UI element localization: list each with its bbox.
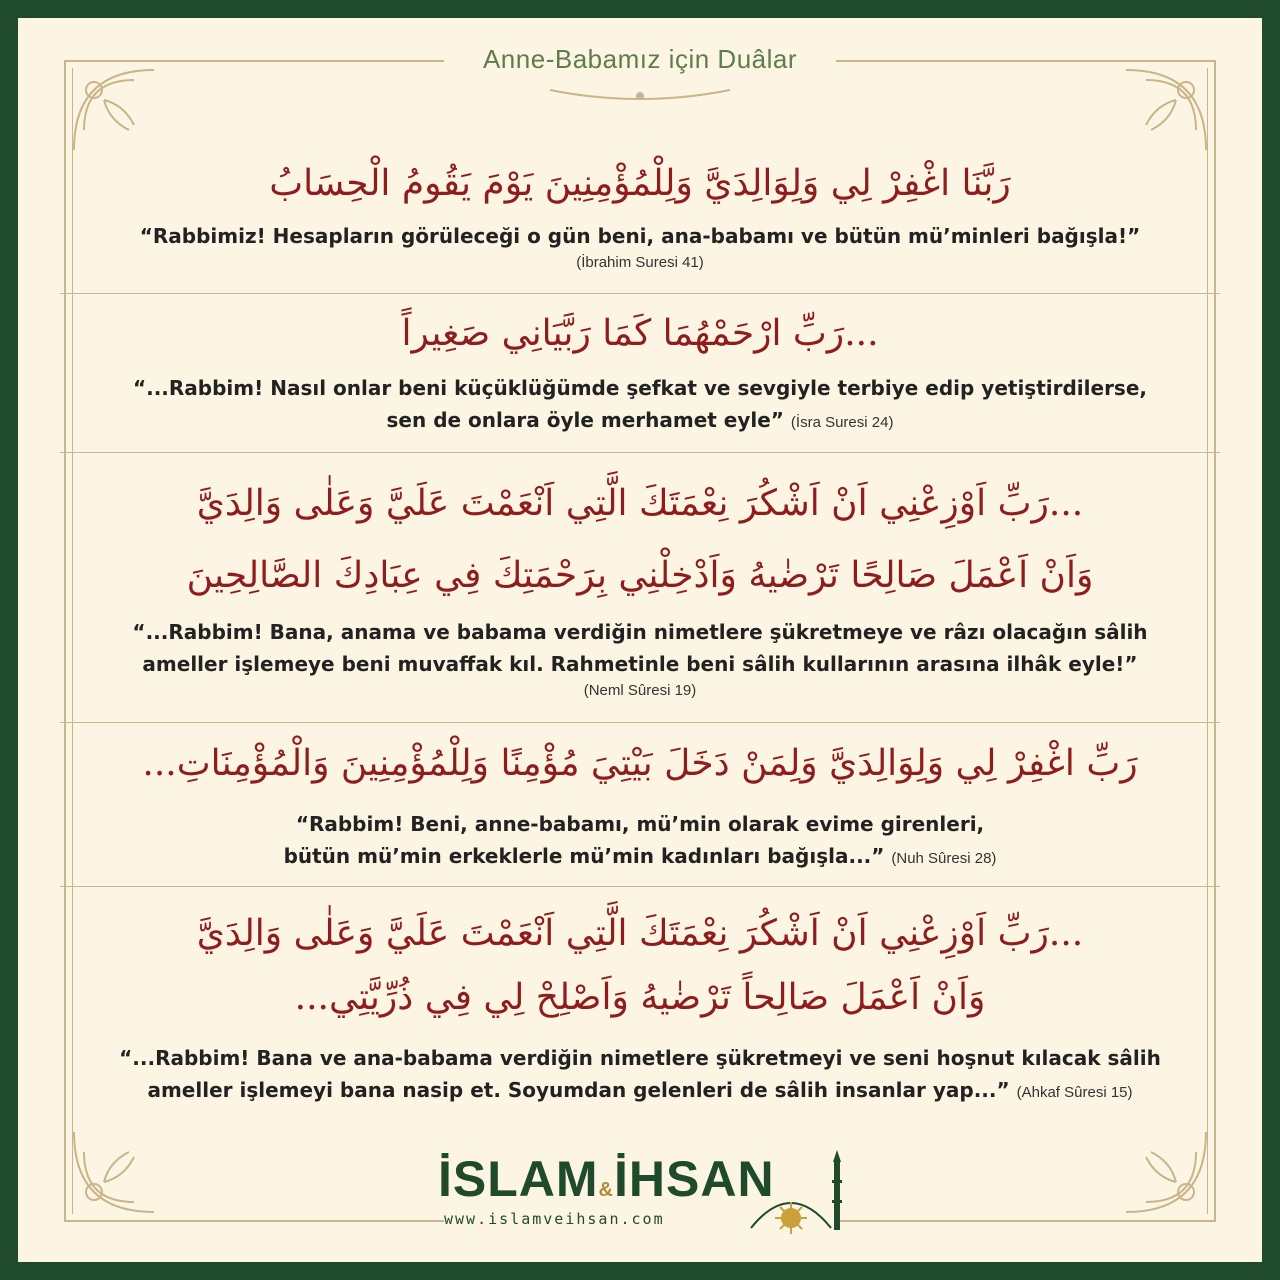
translation-line-with-reference [60,404,1220,439]
translation-line: bütün mü’min erkeklerle mü’min kadınları bağışla...” [283,844,885,868]
prayer-neml-19 [60,472,1220,702]
prayer-ibrahim-41 [60,152,1220,274]
verse-reference: (Neml Sûresi 19) [583,682,697,699]
arabic-verse-line: وَاَنْ اَعْمَلَ صَالِحاً تَرْضٰيهُ وَاَصْلِحْ لِي فِي ذُرِّيَّتِي... [294,977,986,1018]
translation-line: “...Rabbim! Nasıl onlar beni küçüklüğümde şefkat ve sevgiyle terbiye edip yetiştirdilerse, [132,376,1148,400]
logo-part-ihsan: İHSAN [614,1151,775,1207]
prayer-ahkaf-15 [60,902,1220,1109]
translation: “Rabbimiz! Hesapların görüleceği o gün beni, ana-babamı ve bütün mü’minleri bağışla!” [139,224,1141,248]
translation-line: “...Rabbim! Bana, anama ve babama verdiğin nimetlere şükretmeye ve râzı olacağın sâlih [132,620,1148,644]
logo-part-islam: İSLAM [438,1151,599,1207]
translation-line-with-reference [60,1074,1220,1109]
translation-line: ameller işlemeyi bana nasip et. Soyumdan gelenleri de sâlih insanlar yap...” [147,1078,1010,1102]
arabic-verse: رَبَّنَا اغْفِرْ لِي وَلِوَالِدَيَّ وَلِلْمُؤْمِنِينَ يَوْمَ يَقُومُ الْحِسَابُ [269,163,1011,204]
arabic-verse-line: ...رَبِّ اَوْزِعْنِي اَنْ اَشْكُرَ نِعْمَتَكَ الَّتِي اَنْعَمْتَ عَلَيَّ وَعَلٰى وَالِدَيَّ [196,483,1084,524]
verse-reference: (İbrahim Suresi 41) [576,254,704,271]
title-ornament [540,86,740,106]
translation-line-with-reference [60,840,1220,875]
arabic-verse-line: ...رَبِّ اَوْزِعْنِي اَنْ اَشْكُرَ نِعْمَتَكَ الَّتِي اَنْعَمْتَ عَلَيَّ وَعَلٰى وَالِدَيَّ [196,913,1084,954]
translation-line: “Rabbim! Beni, anne-babamı, mü’min olarak evime girenleri, [295,812,985,836]
translation-line: “...Rabbim! Bana ve ana-babama verdiğin nimetlere şükretmeyi ve seni hoşnut kılacak sâlih [119,1046,1161,1070]
mosque-icon [746,1150,856,1240]
page-title: Anne-Babamız için Duâlar [482,44,798,74]
verse-reference: (İsra Suresi 24) [790,414,894,431]
prayer-nuh-28 [60,732,1220,875]
logo-url: www.islamveihsan.com [444,1210,665,1228]
section-divider [60,722,1220,723]
brand-logo[interactable] [438,1150,858,1240]
arabic-verse-line: وَاَنْ اَعْمَلَ صَالِحًا تَرْضٰيهُ وَاَدْخِلْنِي بِرَحْمَتِكَ فِي عِبَادِكَ الصَّالِحِينَ [186,555,1094,596]
translation-line: sen de onlara öyle merhamet eyle” [386,408,784,432]
translation-line: ameller işlemeye beni muvaffak kıl. Rahmetinle beni sâlih kullarının arasına ilhâk eyle!” [142,652,1138,676]
logo-wordmark [438,1150,775,1208]
section-divider [60,886,1220,887]
verse-reference: (Nuh Sûresi 28) [891,850,997,867]
arabic-verse: رَبِّ اغْفِرْ لِي وَلِوَالِدَيَّ وَلِمَنْ دَخَلَ بَيْتِيَ مُؤْمِنًا وَلِلْمُؤْمِنِينَ وَالْمُؤْمِنَاتِ... [142,743,1138,784]
section-divider [60,452,1220,453]
logo-ampersand: & [598,1179,614,1201]
verse-reference: (Ahkaf Sûresi 15) [1016,1084,1133,1101]
section-divider [60,293,1220,294]
prayer-isra-24 [60,302,1220,439]
arabic-verse: ...رَبِّ ارْحَمْهُمَا كَمَا رَبَّيَانِي صَغِيراً [401,313,879,354]
